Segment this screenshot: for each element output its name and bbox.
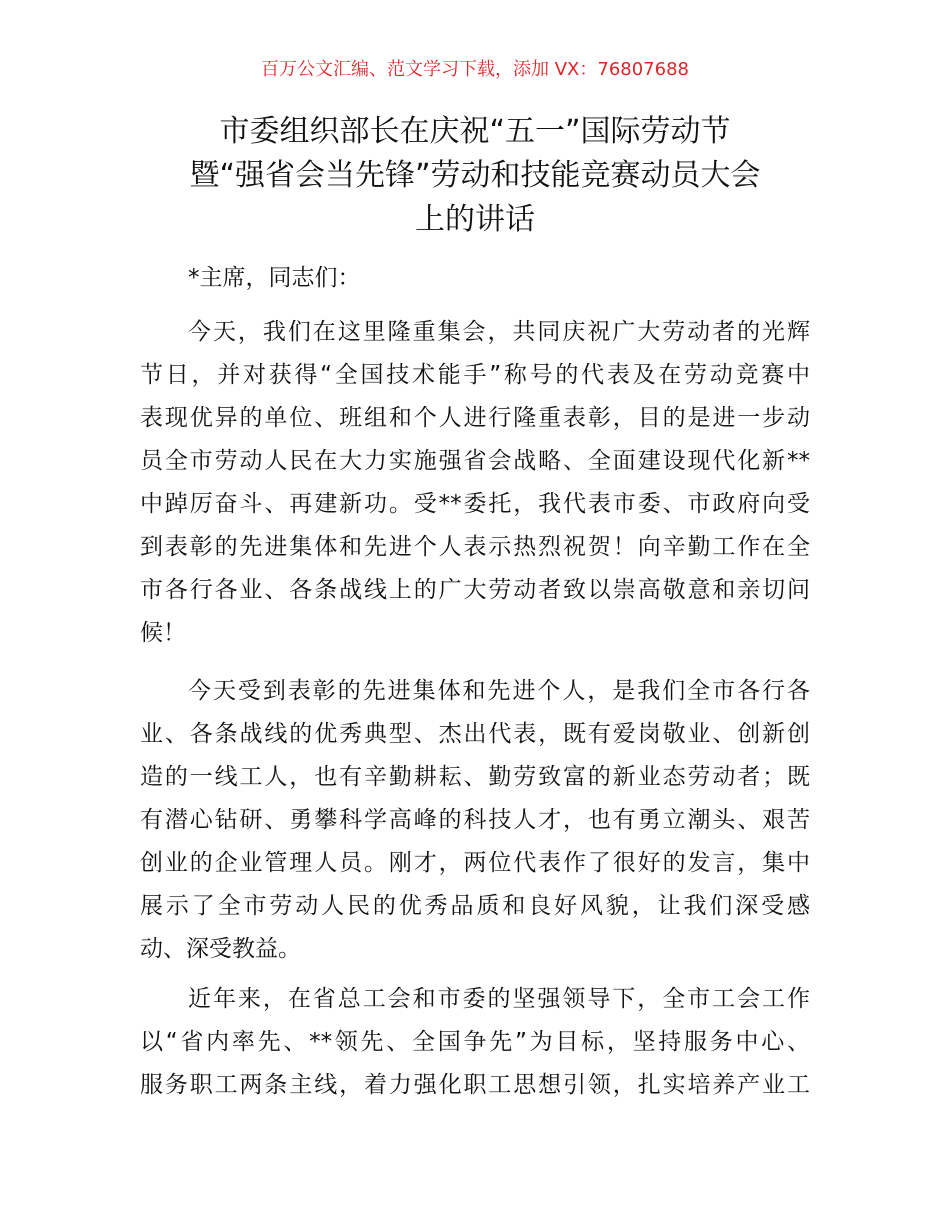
text-line: 动、深受教益。 xyxy=(140,936,301,962)
text-line: 候！ xyxy=(140,620,186,646)
text-line: 员全市劳动人民在大力实施强省会战略、全面建设现代化新** xyxy=(140,448,810,474)
watermark-banner: 百万公文汇编、范文学习下载，添加 VX：76807688 xyxy=(261,59,689,80)
text-line: 节日，并对获得“全国技术能手”称号的代表及在劳动竞赛中 xyxy=(140,362,810,388)
greeting: *主席，同志们： xyxy=(188,265,361,291)
text-line: 有潜心钻研、勇攀科学高峰的科技人才，也有勇立潮头、艰苦 xyxy=(140,807,810,833)
text-line: 今天受到表彰的先进集体和先进个人，是我们全市各行各 xyxy=(188,678,810,704)
text-line: 表现优异的单位、班组和个人进行隆重表彰，目的是进一步动 xyxy=(140,405,810,431)
title-line: 市委组织部长在庆祝“五一”国际劳动节 xyxy=(219,114,731,149)
title-line: 上的讲话 xyxy=(415,202,535,237)
text-line: 展示了全市劳动人民的优秀品质和良好风貌，让我们深受感 xyxy=(140,893,810,919)
text-line: 创业的企业管理人员。刚才，两位代表作了很好的发言，集中 xyxy=(140,850,810,876)
paragraph-1 xyxy=(140,311,810,655)
text-line: 造的一线工人，也有辛勤耕耘、勤劳致富的新业态劳动者；既 xyxy=(140,764,810,790)
text-line: 到表彰的先进集体和先进个人表示热烈祝贺！向辛勤工作在全 xyxy=(140,534,810,560)
title-line: 暨“强省会当先锋”劳动和技能竞赛动员大会 xyxy=(189,158,761,193)
text-line: 业、各条战线的优秀典型、杰出代表，既有爱岗敬业、创新创 xyxy=(140,721,810,747)
text-line: 市各行各业、各条战线上的广大劳动者致以崇高敬意和亲切问 xyxy=(140,577,810,603)
paragraph-3 xyxy=(140,978,810,1107)
text-line: 以“省内率先、**领先、全国争先”为目标，坚持服务中心、 xyxy=(140,1029,810,1055)
text-line: 中踔厉奋斗、再建新功。受**委托，我代表市委、市政府向受 xyxy=(140,491,810,517)
paragraph-2 xyxy=(140,670,810,971)
text-line: 近年来，在省总工会和市委的坚强领导下，全市工会工作 xyxy=(188,986,810,1012)
document-title xyxy=(0,110,950,242)
text-line: 服务职工两条主线，着力强化职工思想引领，扎实培养产业工 xyxy=(140,1072,810,1098)
text-line: 今天，我们在这里隆重集会，共同庆祝广大劳动者的光辉 xyxy=(188,319,810,345)
